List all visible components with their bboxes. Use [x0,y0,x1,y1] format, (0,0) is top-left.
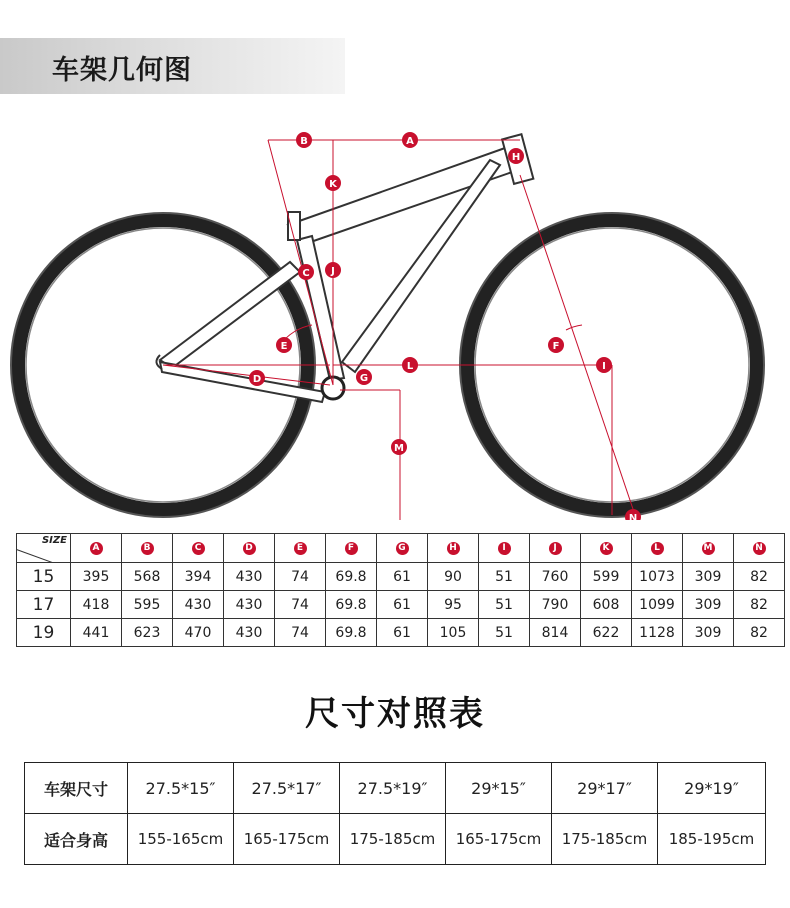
value-cell: 309 [683,619,734,647]
value-cell: 814 [530,619,581,647]
value-cell: 595 [122,591,173,619]
col-header-K [581,534,632,563]
value-cell: 69.8 [326,563,377,591]
badge-L: L [651,542,664,555]
svg-text:H: H [511,152,521,163]
col-header-E [275,534,326,563]
value-cell: 608 [581,591,632,619]
value-cell: 74 [275,563,326,591]
size-corner-cell [17,534,71,563]
col-header-N [734,534,785,563]
value-cell: 1073 [632,563,683,591]
col-header-L [632,534,683,563]
col-header-F [326,534,377,563]
badge-M: M [702,542,715,555]
marker-K [325,175,341,191]
value-cell: 51 [479,591,530,619]
value-cell: 1099 [632,591,683,619]
marker-M [391,439,407,455]
frame-size-cell: 29*15″ [446,763,552,814]
frame-size-label: 车架尺寸 [25,763,128,814]
value-cell: 430 [224,591,275,619]
value-cell: 760 [530,563,581,591]
value-cell: 430 [224,619,275,647]
marker-G [356,369,372,385]
value-cell: 61 [377,619,428,647]
frame-size-cell: 29*19″ [658,763,766,814]
col-header-M [683,534,734,563]
value-cell: 61 [377,563,428,591]
size-cell: 17 [17,591,71,619]
page-title: 车架几何图 [52,55,192,86]
value-cell: 430 [173,591,224,619]
badge-A: A [90,542,103,555]
badge-G: G [396,542,409,555]
value-cell: 69.8 [326,591,377,619]
value-cell: 309 [683,563,734,591]
value-cell: 599 [581,563,632,591]
badge-H: H [447,542,460,555]
rider-height-cell: 155-165cm [128,814,234,865]
badge-N: N [753,542,766,555]
value-cell: 95 [428,591,479,619]
rider-height-cell: 165-175cm [234,814,340,865]
value-cell: 470 [173,619,224,647]
marker-H [508,148,524,164]
col-header-H [428,534,479,563]
size-corner-label: SIZE [41,535,67,546]
value-cell: 82 [734,619,785,647]
svg-text:I: I [602,361,606,372]
col-header-C [173,534,224,563]
frame-size-cell: 27.5*19″ [340,763,446,814]
value-cell: 1128 [632,619,683,647]
col-header-B [122,534,173,563]
value-cell: 623 [122,619,173,647]
badge-C: C [192,542,205,555]
rider-height-row [25,814,766,865]
header-banner [0,38,345,94]
col-header-G [377,534,428,563]
value-cell: 74 [275,591,326,619]
rider-height-cell: 185-195cm [658,814,766,865]
value-cell: 441 [71,619,122,647]
badge-F: F [345,542,358,555]
value-cell: 418 [71,591,122,619]
marker-E [276,337,292,353]
marker-F [548,337,564,353]
frame-size-cell: 27.5*17″ [234,763,340,814]
size-chart-title: 尺寸对照表 [305,694,485,734]
value-cell: 74 [275,619,326,647]
value-cell: 61 [377,591,428,619]
value-cell: 568 [122,563,173,591]
value-cell: 395 [71,563,122,591]
value-cell: 430 [224,563,275,591]
badge-K: K [600,542,613,555]
value-cell: 622 [581,619,632,647]
rider-height-cell: 165-175cm [446,814,552,865]
svg-text:G: G [359,373,369,384]
value-cell: 309 [683,591,734,619]
marker-A [402,132,418,148]
value-cell: 105 [428,619,479,647]
table-row [17,563,785,591]
value-cell: 51 [479,619,530,647]
svg-text:L: L [406,361,414,372]
svg-text:A: A [406,136,414,147]
svg-text:N: N [628,513,638,520]
svg-text:B: B [300,136,308,147]
col-header-I [479,534,530,563]
col-header-J [530,534,581,563]
frame-size-cell: 27.5*15″ [128,763,234,814]
rider-height-label: 适合身高 [25,814,128,865]
bike-frame [156,134,533,402]
value-cell: 82 [734,563,785,591]
value-cell: 394 [173,563,224,591]
rider-height-cell: 175-185cm [340,814,446,865]
marker-I [596,357,612,373]
marker-L [402,357,418,373]
col-header-A [71,534,122,563]
marker-B [296,132,312,148]
marker-C [298,264,314,280]
value-cell: 51 [479,563,530,591]
size-cell: 15 [17,563,71,591]
svg-text:F: F [552,341,560,352]
badge-I: I [498,542,511,555]
badge-J: J [549,542,562,555]
value-cell: 69.8 [326,619,377,647]
value-cell: 790 [530,591,581,619]
badge-E: E [294,542,307,555]
table-row [17,619,785,647]
table-row [17,591,785,619]
rider-height-cell: 175-185cm [552,814,658,865]
svg-text:C: C [302,268,310,279]
badge-D: D [243,542,256,555]
svg-text:K: K [329,179,337,190]
geometry-table [16,533,785,647]
svg-text:M: M [394,443,404,454]
marker-D [249,370,265,386]
svg-text:J: J [331,266,335,277]
frame-size-row [25,763,766,814]
frame-size-cell: 29*17″ [552,763,658,814]
size-cell: 19 [17,619,71,647]
geometry-diagram [0,100,790,520]
svg-text:E: E [280,341,288,352]
marker-J [325,262,341,278]
value-cell: 82 [734,591,785,619]
col-header-D [224,534,275,563]
value-cell: 90 [428,563,479,591]
geometry-header-row [17,534,785,563]
size-chart-table [24,762,766,865]
badge-B: B [141,542,154,555]
svg-text:D: D [252,374,262,385]
